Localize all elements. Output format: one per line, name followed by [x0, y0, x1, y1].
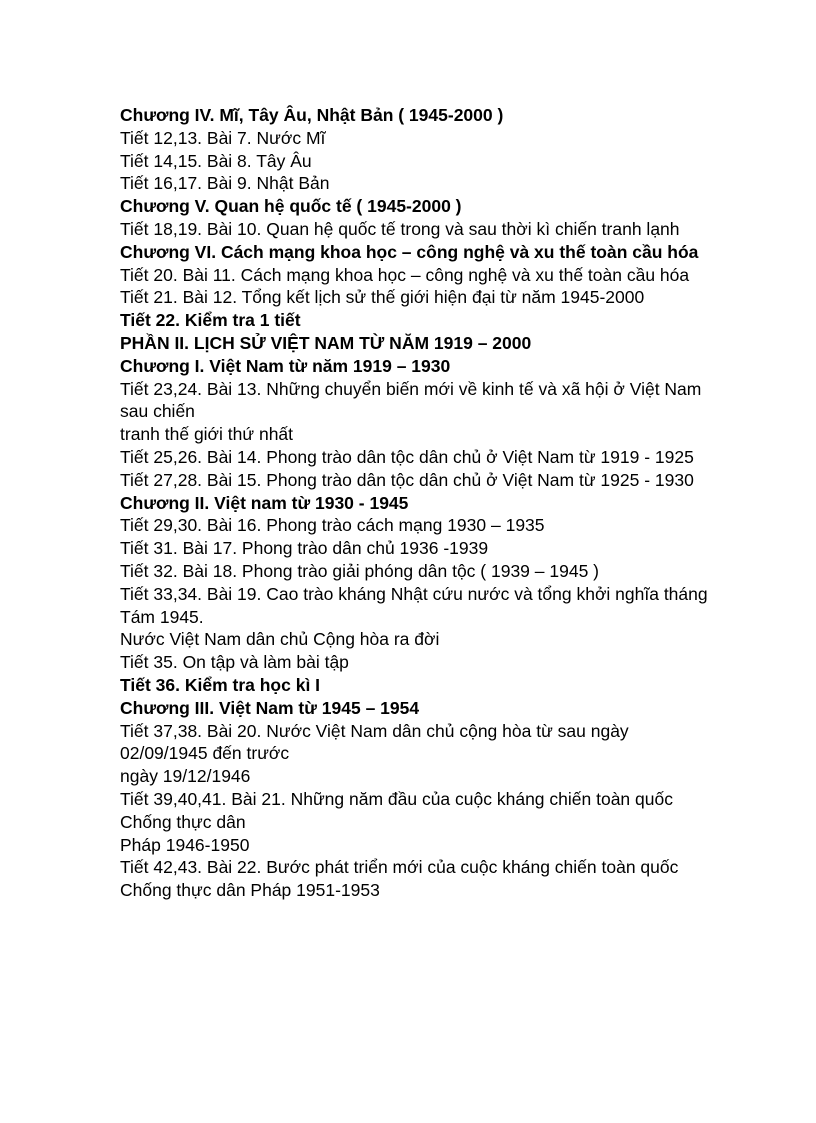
lesson-line: Tiết 32. Bài 18. Phong trào giải phóng dân tộc ( 1939 – 1945 ) [120, 560, 599, 581]
lesson-line-continuation: ngày 19/12/1946 [120, 766, 251, 787]
chapter-heading: Chương VI. Cách mạng khoa học – công nghệ và xu thế toàn cầu hóa [120, 241, 699, 262]
lesson-line: Tiết 14,15. Bài 8. Tây Âu [120, 150, 312, 171]
lesson-line: Tiết 18,19. Bài 10. Quan hệ quốc tế trong và sau thời kì chiến tranh lạnh [120, 218, 680, 239]
lesson-line: Tiết 21. Bài 12. Tổng kết lịch sử thế giới hiện đại từ năm 1945-2000 [120, 287, 645, 308]
lesson-line: Tiết 25,26. Bài 14. Phong trào dân tộc dân chủ ở Việt Nam từ 1919 - 1925 [120, 446, 694, 467]
exam-heading: Tiết 36. Kiểm tra học kì I [120, 674, 321, 695]
lesson-line-continuation: Nước Việt Nam dân chủ Cộng hòa ra đời [120, 629, 440, 650]
chapter-heading: Chương II. Việt nam từ 1930 - 1945 [120, 492, 409, 513]
exam-heading: Tiết 22. Kiểm tra 1 tiết [120, 310, 301, 331]
lesson-line: Tiết 12,13. Bài 7. Nước Mĩ [120, 127, 326, 148]
lesson-line-continuation: tranh thế giới thứ nhất [120, 424, 294, 445]
lesson-line-continuation: Pháp 1946-1950 [120, 834, 250, 855]
lesson-line: Tiết 27,28. Bài 15. Phong trào dân tộc dân chủ ở Việt Nam từ 1925 - 1930 [120, 469, 694, 490]
lesson-line: Tiết 33,34. Bài 19. Cao trào kháng Nhật cứu nước và tổng khởi nghĩa tháng Tám 1945. [120, 583, 708, 627]
chapter-heading: Chương III. Việt Nam từ 1945 – 1954 [120, 697, 420, 718]
lesson-line: Tiết 31. Bài 17. Phong trào dân chủ 1936 -1939 [120, 538, 489, 559]
document-page [120, 104, 710, 902]
chapter-heading: Chương IV. Mĩ, Tây Âu, Nhật Bản ( 1945-2000 ) [120, 105, 504, 125]
chapter-heading: Chương V. Quan hệ quốc tế ( 1945-2000 ) [120, 196, 462, 217]
part-heading: PHẦN II. LỊCH SỬ VIỆT NAM TỪ NĂM 1919 – 2000 [120, 332, 532, 353]
lesson-line: Tiết 23,24. Bài 13. Những chuyển biến mới về kinh tế và xã hội ở Việt Nam sau chiến [120, 378, 702, 422]
lesson-line: Tiết 16,17. Bài 9. Nhật Bản [120, 173, 330, 194]
lesson-line: Tiết 39,40,41. Bài 21. Những năm đầu của cuộc kháng chiến toàn quốc Chống thực dân [120, 788, 673, 832]
lesson-line: Tiết 29,30. Bài 16. Phong trào cách mạng 1930 – 1935 [120, 515, 545, 536]
chapter-heading: Chương I. Việt Nam từ năm 1919 – 1930 [120, 355, 451, 376]
lesson-line: Tiết 35. On tập và làm bài tập [120, 652, 349, 673]
lesson-line: Tiết 20. Bài 11. Cách mạng khoa học – công nghệ và xu thế toàn cầu hóa [120, 264, 690, 285]
lesson-line: Tiết 42,43. Bài 22. Bước phát triển mới của cuộc kháng chiến toàn quốc Chống thực dân Pháp 1951-1953 [120, 857, 679, 901]
lesson-line: Tiết 37,38. Bài 20. Nước Việt Nam dân chủ cộng hòa từ sau ngày 02/09/1945 đến trước [120, 720, 629, 764]
